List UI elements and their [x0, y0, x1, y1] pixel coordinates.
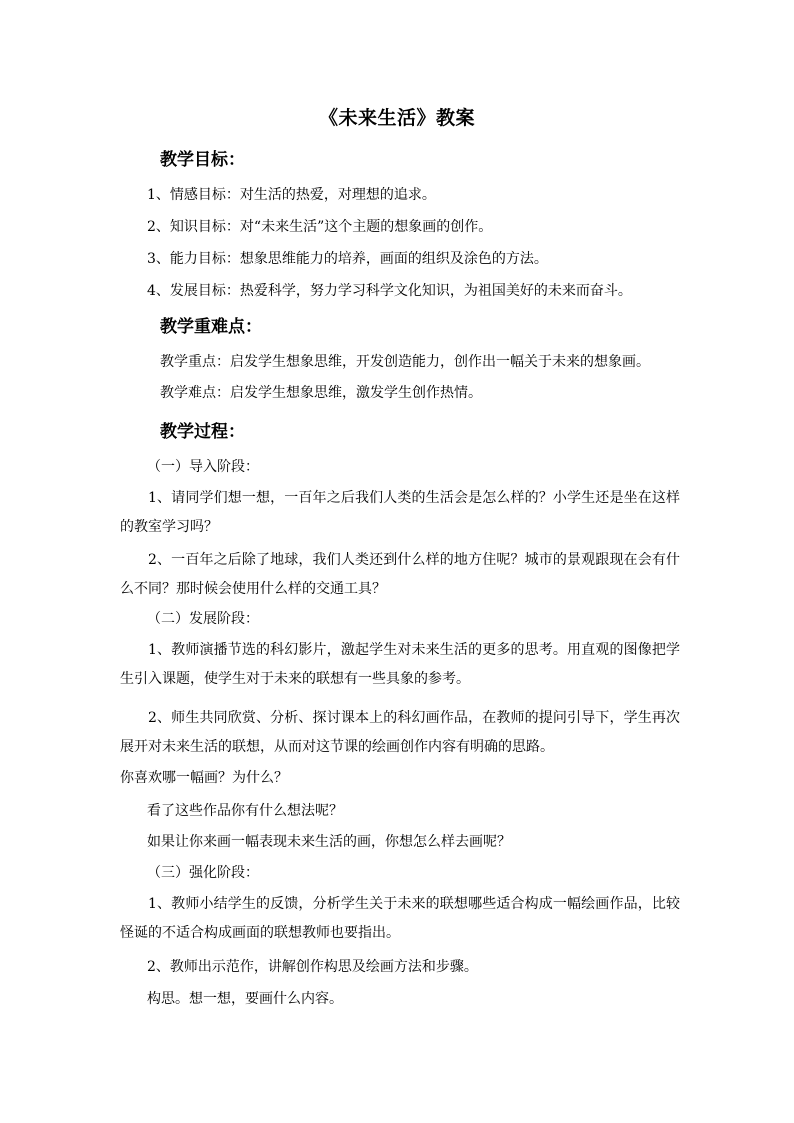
- key-difficulty: 教学难点：启发学生想象思维，激发学生创作热情。: [160, 385, 482, 401]
- stage1-paragraph-1: 1、请同学们想一想，一百年之后我们人类的生活会是怎么样的？小学生还是坐在这样的教室学习吗？: [120, 490, 680, 535]
- goal-item-2: 2、知识目标：对“未来生活”这个主题的想象画的创作。: [147, 219, 493, 235]
- stage1-paragraph-2: 2、一百年之后除了地球，我们人类还到什么样的地方住呢？城市的景观跟现在会有什么不同？那时候会使用什么样的交通工具？: [120, 552, 680, 597]
- goal-item-3: 3、能力目标：想象思维能力的培养，画面的组织及涂色的方法。: [147, 251, 548, 267]
- stage3-paragraph-2: 2、教师出示范作，讲解创作构思及绘画方法和步骤。: [147, 959, 478, 975]
- key-points-heading: 教学重难点：: [160, 317, 262, 337]
- stage2-paragraph-2: 2、师生共同欣赏、分析、探讨课本上的科幻画作品，在教师的提问引导下，学生再次展开对未来生活的联想，从而对这节课的绘画创作内容有明确的思路。: [120, 710, 680, 755]
- stage2-question-3: 如果让你来画一幅表现未来生活的画，你想怎么样去画呢？: [147, 834, 511, 850]
- stage2-title: （二）发展阶段：: [147, 611, 259, 627]
- goal-item-1: 1、情感目标：对生活的热爱，对理想的追求。: [147, 187, 436, 203]
- document-title: 《未来生活》教案: [318, 107, 475, 129]
- stage3-paragraph-3: 构思。想一想，要画什么内容。: [147, 991, 343, 1007]
- key-focus: 教学重点：启发学生想象思维，开发创造能力，创作出一幅关于未来的想象画。: [160, 354, 650, 370]
- stage1-title: （一）导入阶段：: [147, 459, 259, 475]
- stage2-question-2: 看了这些作品你有什么想法呢？: [147, 803, 343, 819]
- goals-heading: 教学目标：: [160, 150, 245, 170]
- process-heading: 教学过程：: [160, 422, 245, 442]
- stage3-title: （三）强化阶段：: [147, 865, 259, 881]
- goal-item-4: 4、发展目标：热爱科学，努力学习科学文化知识，为祖国美好的未来而奋斗。: [147, 283, 632, 299]
- stage2-paragraph-1: 1、教师演播节选的科幻影片，激起学生对未来生活的更多的思考。用直观的图像把学生引入课题，使学生对于未来的联想有一些具象的参考。: [120, 642, 680, 687]
- stage3-paragraph-1: 1、教师小结学生的反馈，分析学生关于未来的联想哪些适合构成一幅绘画作品，比较怪诞的不适合构成画面的联想教师也要指出。: [120, 896, 680, 941]
- stage2-question-1: 你喜欢哪一幅画？为什么？: [120, 770, 288, 786]
